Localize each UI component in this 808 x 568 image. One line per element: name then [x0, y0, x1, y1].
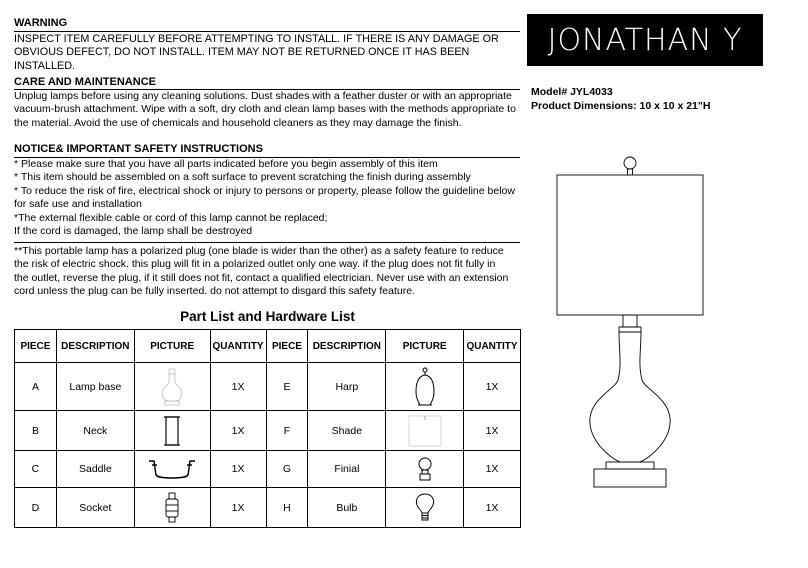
divider: [14, 31, 520, 32]
warning-text: [14, 33, 499, 73]
plug-line: cord unless the plug can be fully inserted. do not attempt to disgard this safety feature.: [14, 285, 415, 298]
description-cell: Socket: [56, 488, 134, 528]
header-quantity: QUANTITY: [210, 330, 266, 363]
table-row: [15, 488, 521, 528]
safety-line: * This item should be assembled on a soft surface to prevent scratching the finish during assembly: [14, 171, 471, 184]
header-description: DESCRIPTION: [56, 330, 134, 363]
finial-icon: [386, 451, 464, 488]
safety-line: *The external flexible cable or cord of this lamp cannot be replaced;: [14, 211, 328, 224]
quantity-cell: 1X: [210, 451, 266, 488]
safety-text: [14, 158, 515, 238]
table-row: [15, 363, 521, 411]
safety-line: * Please make sure that you have all parts indicated before you begin assembly of this item: [14, 158, 438, 170]
quantity-cell: 1X: [210, 488, 266, 528]
description-cell: Bulb: [308, 488, 386, 528]
care-line: the material. Avoid the use of chemicals and household cleaners as they may damage the finish.: [14, 116, 462, 129]
description-cell: Harp: [308, 363, 386, 411]
description-cell: Neck: [56, 411, 134, 451]
safety-line: If the cord is damaged, the lamp shall be destroyed: [14, 225, 253, 238]
description-cell: Saddle: [56, 451, 134, 488]
quantity-cell: 1X: [463, 411, 520, 451]
saddle-icon: [134, 451, 210, 488]
parts-table: [14, 329, 521, 528]
description-cell: Lamp base: [56, 363, 134, 411]
care-line: Unplug lamps before using any cleaning solutions. Dust shades with a feather duster or with an appropriate: [14, 90, 512, 102]
warning-line: OBVIOUS DEFECT, DO NOT INSTALL. ITEM MAY NOT BE RETURNED ONCE IT HAS BEEN: [14, 46, 470, 59]
shade-drawing: [557, 175, 703, 315]
piece-cell: B: [15, 411, 57, 451]
care-title: CARE AND MAINTENANCE: [14, 76, 156, 88]
lamp-body-drawing: [590, 332, 670, 462]
bulb-icon: [386, 488, 464, 528]
neck-icon: [134, 411, 210, 451]
plug-line: **This portable lamp has a polarized plug (one blade is wider than the other) as a safety feature to reduce: [14, 245, 504, 257]
warning-line: INSPECT ITEM CAREFULLY BEFORE ATTEMPTING TO INSTALL. IF THERE IS ANY DAMAGE OR: [14, 33, 499, 45]
shade-icon: [386, 411, 464, 451]
header-piece: PIECE: [266, 330, 308, 363]
piece-cell: D: [15, 488, 57, 528]
header-piece: PIECE: [15, 330, 57, 363]
parts-title: Part List and Hardware List: [180, 309, 355, 324]
quantity-cell: 1X: [463, 363, 520, 411]
piece-cell: C: [15, 451, 57, 488]
table-row: [15, 411, 521, 451]
description-cell: Shade: [308, 411, 386, 451]
quantity-cell: 1X: [210, 411, 266, 451]
finial-drawing: [624, 157, 636, 169]
piece-cell: F: [266, 411, 308, 451]
lamp-base-icon: [134, 363, 210, 411]
description-cell: Finial: [308, 451, 386, 488]
piece-cell: A: [15, 363, 57, 411]
harp-icon: [386, 363, 464, 411]
header-picture: PICTURE: [134, 330, 210, 363]
care-line: vacuum-brush attachment. Wipe with a soft, dry cloth and clean lamp bases with the methods appropriate to: [14, 103, 516, 116]
lamp-base-drawing: [594, 469, 666, 487]
quantity-cell: 1X: [463, 451, 520, 488]
warning-line: INSTALLED.: [14, 59, 76, 72]
piece-cell: E: [266, 363, 308, 411]
plug-line: the risk of electric shock. this plug will fit in a polarized outlet only one way. if the plug does not fit fully in: [14, 258, 496, 271]
model-number: Model# JYL4033: [531, 86, 613, 98]
safety-title: NOTICE& IMPORTANT SAFETY INSTRUCTIONS: [14, 143, 263, 155]
header-picture: PICTURE: [386, 330, 464, 363]
table-row: [15, 451, 521, 488]
header-description: DESCRIPTION: [308, 330, 386, 363]
lamp-illustration: [550, 150, 720, 495]
piece-cell: H: [266, 488, 308, 528]
plug-line: the outlet, reverse the plug, if it still does not fit, contact a qualified electrician. Never use with an extension: [14, 271, 509, 284]
socket-icon: [134, 488, 210, 528]
safety-line: for safe use and installation: [14, 198, 142, 211]
safety-line: * To reduce the risk of fire, electrical shock or injury to persons or property, please follow the guideline below: [14, 184, 515, 197]
header-quantity: QUANTITY: [463, 330, 520, 363]
quantity-cell: 1X: [210, 363, 266, 411]
brand-logo: JONATHAN Y: [527, 14, 763, 66]
warning-title: WARNING: [14, 17, 68, 29]
divider: [14, 242, 520, 243]
care-text: [14, 90, 516, 130]
quantity-cell: 1X: [463, 488, 520, 528]
piece-cell: G: [266, 451, 308, 488]
table-header-row: [15, 330, 521, 363]
product-dimensions: Product Dimensions: 10 x 10 x 21"H: [531, 100, 711, 112]
plug-text: [14, 245, 508, 299]
